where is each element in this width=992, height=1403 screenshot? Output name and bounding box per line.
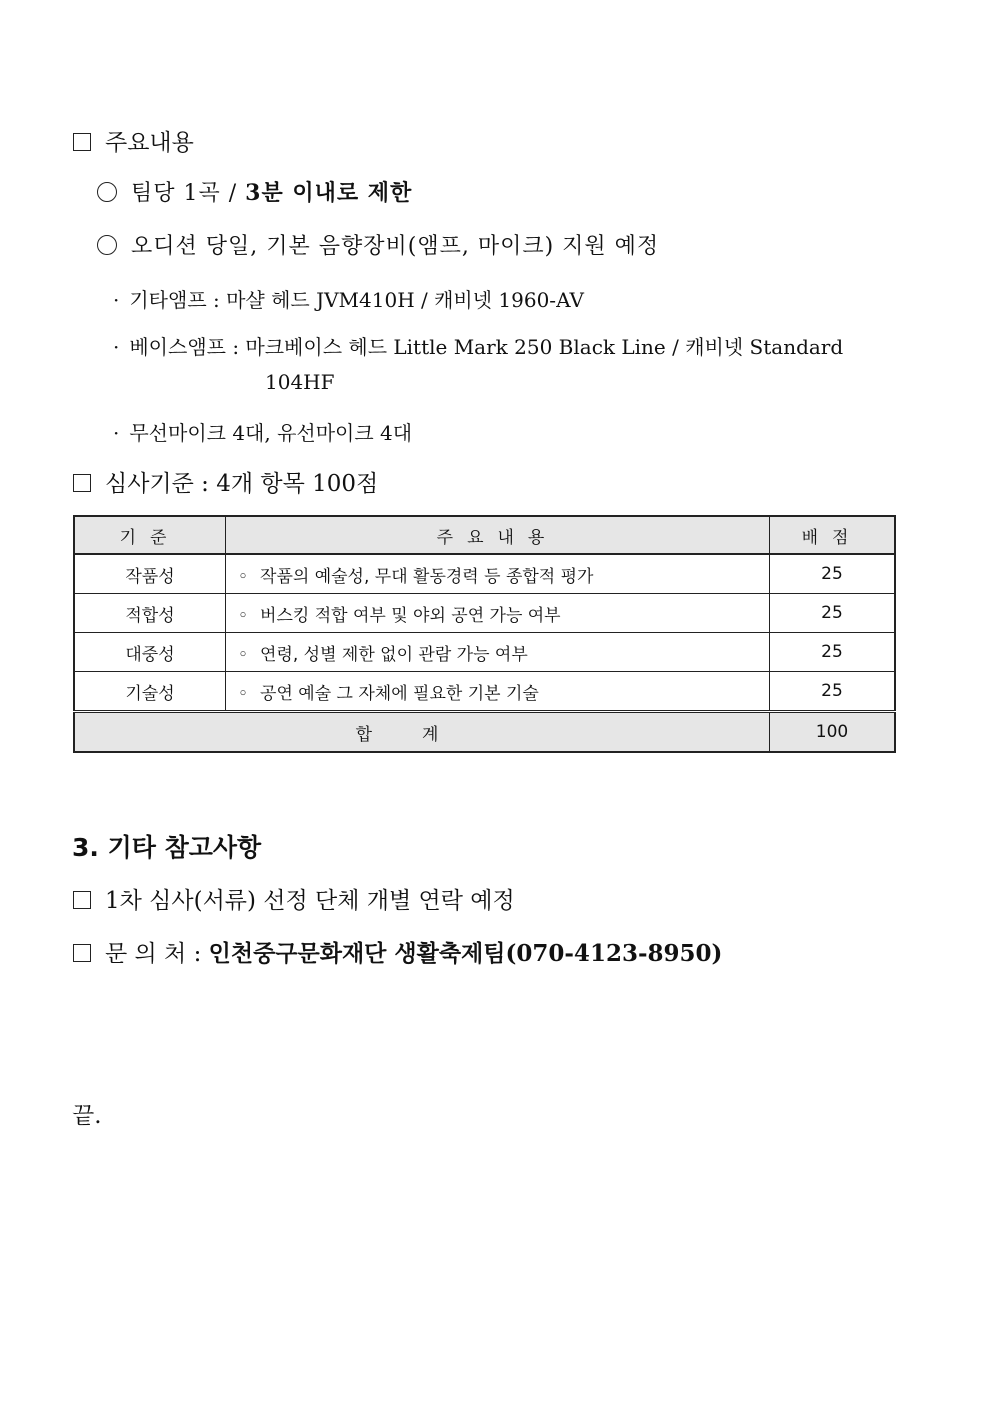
middle-dot-icon: · <box>113 288 120 312</box>
section-3-contact: 문 의 처 : 인천중구문화재단 생활축제팀(070-4123-8950) <box>73 935 722 968</box>
table-total-row <box>74 712 895 753</box>
row-criterion: 대중성 <box>74 633 226 672</box>
row-content: ◦ 작품의 예술성, 무대 활동경력 등 종합적 평가 <box>226 554 770 594</box>
row-content: ◦ 연령, 성별 제한 없이 관람 가능 여부 <box>226 633 770 672</box>
middle-dot-icon: · <box>113 335 120 359</box>
checkbox-square-icon <box>73 133 91 151</box>
circle-bullet-icon <box>97 182 117 202</box>
row-criterion: 작품성 <box>74 554 226 594</box>
circle-bullet-icon <box>97 235 117 255</box>
criteria-table <box>73 515 896 753</box>
criteria-section-title: 심사기준 : 4개 항목 100점 <box>73 465 378 498</box>
detail-guitar-amp: · 기타앰프 : 마샬 헤드 JVM410H / 캐비넷 1960-AV <box>113 288 584 312</box>
detail-microphones: · 무선마이크 4대, 유선마이크 4대 <box>113 421 413 445</box>
section-3-item-1: 1차 심사(서류) 선정 단체 개별 연락 예정 <box>73 882 515 915</box>
checkbox-square-icon <box>73 944 91 962</box>
section-3-heading: 3. 기타 참고사항 <box>72 833 262 862</box>
main-item-1: 팀당 1곡 / 3분 이내로 제한 <box>97 176 412 207</box>
table-header-row <box>74 516 895 554</box>
row-criterion: 기술성 <box>74 672 226 712</box>
row-score: 25 <box>770 594 896 633</box>
table-row <box>74 554 895 594</box>
ring-bullet-icon: ◦ <box>238 683 249 704</box>
table-row <box>74 633 895 672</box>
header-score: 배점 <box>770 516 896 554</box>
checkbox-square-icon <box>73 891 91 909</box>
middle-dot-icon: · <box>113 421 120 445</box>
header-content: 주요내용 <box>226 516 770 554</box>
row-criterion: 적합성 <box>74 594 226 633</box>
total-value: 100 <box>770 712 896 753</box>
row-content: ◦ 버스킹 적합 여부 및 야외 공연 가능 여부 <box>226 594 770 633</box>
table-row <box>74 594 895 633</box>
ring-bullet-icon: ◦ <box>238 644 249 665</box>
ring-bullet-icon: ◦ <box>238 605 249 626</box>
main-section-title: 주요내용 <box>73 124 194 157</box>
row-score: 25 <box>770 633 896 672</box>
row-score: 25 <box>770 554 896 594</box>
checkbox-square-icon <box>73 474 91 492</box>
table-row <box>74 672 895 712</box>
ring-bullet-icon: ◦ <box>238 566 249 587</box>
total-label: 합계 <box>74 712 770 753</box>
detail-bass-amp-cont: 104HF <box>265 370 335 394</box>
row-content: ◦ 공연 예술 그 자체에 필요한 기본 기술 <box>226 672 770 712</box>
end-mark: 끝. <box>72 1103 102 1129</box>
row-score: 25 <box>770 672 896 712</box>
detail-bass-amp: · 베이스앰프 : 마크베이스 헤드 Little Mark 250 Black Line / 캐비넷 Standard <box>113 335 844 359</box>
header-criterion: 기준 <box>74 516 226 554</box>
main-item-2: 오디션 당일, 기본 음향장비(앰프, 마이크) 지원 예정 <box>97 229 659 260</box>
